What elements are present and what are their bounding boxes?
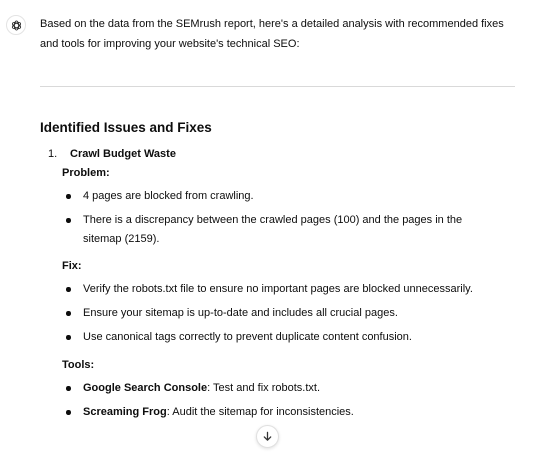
bullet-dot — [62, 328, 83, 347]
tools-label: Tools: — [62, 359, 95, 371]
list-item-text: Ensure your sitemap is up-to-date and includes all crucial pages. — [83, 307, 398, 319]
bullet-dot — [62, 211, 83, 249]
bullet-dot — [62, 280, 83, 299]
scroll-to-bottom-button[interactable] — [256, 425, 279, 448]
bullet-dot — [62, 379, 83, 398]
tool-description: : Test and fix robots.txt. — [207, 382, 320, 394]
list-item — [62, 403, 502, 422]
problem-label: Problem: — [62, 167, 110, 179]
list-item-text: Use canonical tags correctly to prevent duplicate content confusion. — [83, 331, 412, 343]
divider — [40, 86, 515, 87]
list-item — [62, 379, 502, 398]
list-item-text: There is a discrepancy between the crawled pages (100) and the pages in the sitemap (2159). — [83, 214, 463, 245]
item-title: Crawl Budget Waste — [70, 148, 176, 160]
fix-label: Fix: — [62, 260, 82, 272]
intro-text: Based on the data from the SEMrush report, here's a detailed analysis with recommended fixes and tools for improving your website's technical SEO: — [40, 18, 504, 50]
list-item — [62, 211, 502, 249]
tool-name: Screaming Frog — [83, 406, 167, 418]
list-item-text — [83, 379, 502, 398]
item-number: 1. — [48, 148, 58, 160]
section-heading: Identified Issues and Fixes — [40, 120, 212, 135]
list-item-text: 4 pages are blocked from crawling. — [83, 190, 254, 202]
list-item — [62, 304, 502, 323]
bullet-dot — [62, 187, 83, 206]
bullet-dot — [62, 304, 83, 323]
list-item — [62, 187, 502, 206]
assistant-avatar — [6, 15, 26, 35]
tool-description: : Audit the sitemap for inconsistencies. — [166, 406, 354, 418]
openai-logo-icon — [10, 19, 23, 32]
list-item — [62, 328, 502, 347]
arrow-down-icon — [262, 431, 273, 442]
tool-name: Google Search Console — [83, 382, 208, 394]
list-item — [62, 280, 502, 299]
list-item-text: Verify the robots.txt file to ensure no important pages are blocked unnecessarily. — [83, 283, 473, 295]
numbered-item — [40, 146, 176, 162]
list-item-text — [83, 403, 502, 422]
bullet-dot — [62, 403, 83, 422]
